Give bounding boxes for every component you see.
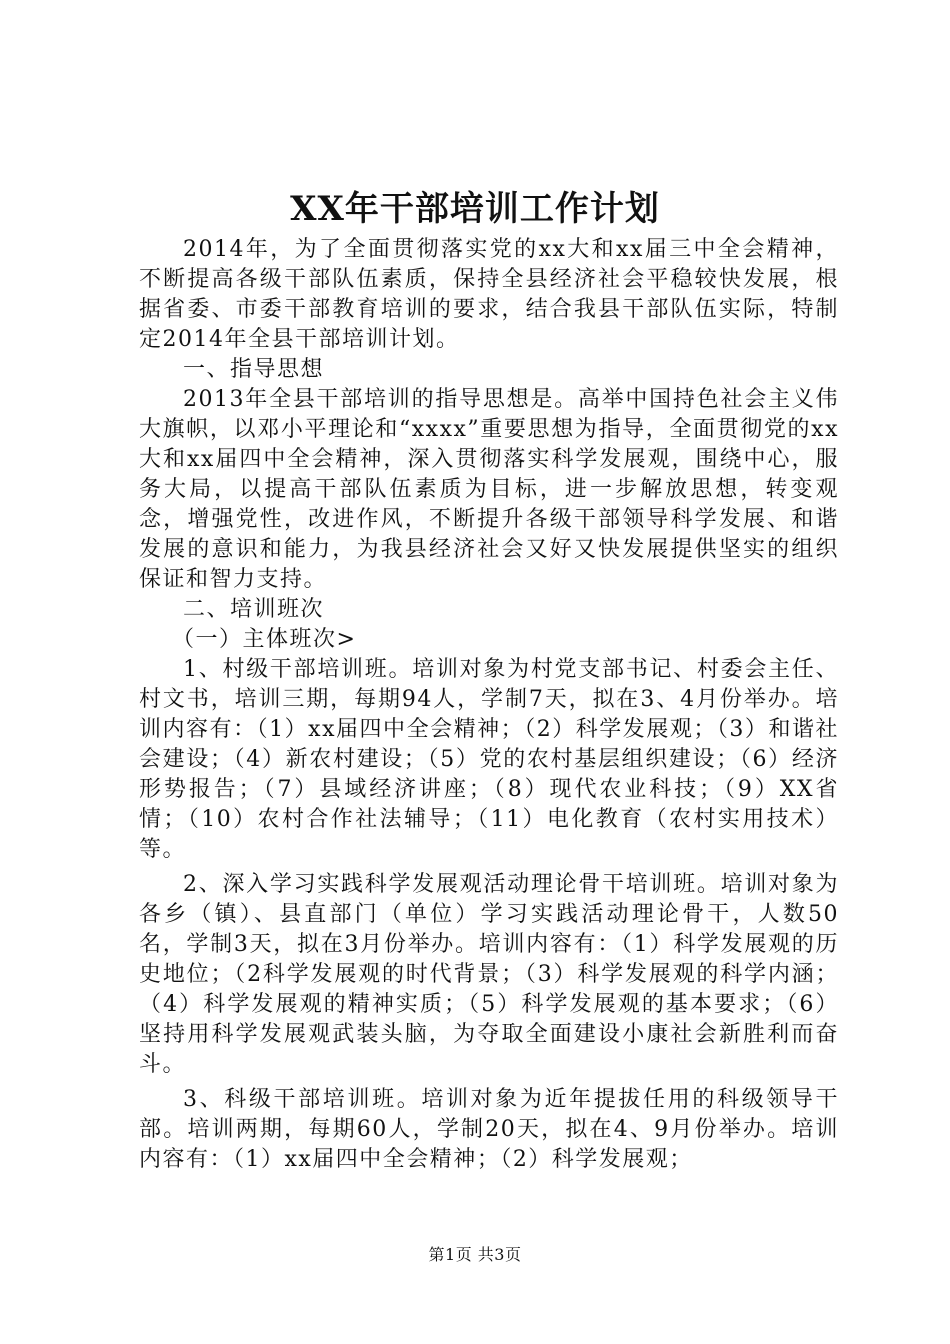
section-heading-guiding: 一、指导思想 xyxy=(183,357,325,382)
page-footer: 第1页 共3页 xyxy=(428,1245,522,1264)
subheading-main-classes: （一）主体班次> xyxy=(172,627,357,652)
document-body xyxy=(139,235,839,1175)
item-theory-backbone-class: 2、深入学习实践科学发展观活动理论骨干培训班。培训对象为各乡（镇）、县直部门（单位）学习实践活动理论骨干，人数50名，学制3天，拟在3月份举办。培训内容有：（1）科学发展观的历史地位；（2科学发展观的时代背景；（3）科学发展观的科学内涵；（4）科学发展观的精神实质；（5）科学发展观的基本要求；（6）坚持用科学发展观武装头脑，为夺取全面建设小康社会新胜利而奋斗。 xyxy=(139,872,839,1077)
intro-paragraph: 2014年，为了全面贯彻落实党的xx大和xx届三中全会精神，不断提高各级干部队伍素质，保持全县经济社会平稳较快发展，根据省委、市委干部教育培训的要求，结合我县干部队伍实际，特制定2014年全县干部培训计划。 xyxy=(139,237,839,352)
item-village-cadre-class: 1、村级干部培训班。培训对象为村党支部书记、村委会主任、村文书，培训三期，每期94人，学制7天，拟在3、4月份举办。培训内容有：（1）xx届四中全会精神；（2）科学发展观；（3）和谐社会建设；（4）新农村建设；（5）党的农村基层组织建设；（6）经济形势报告；（7）县域经济讲座；（8）现代农业科技；（9）XX省情；（10）农村合作社法辅导；（11）电化教育（农村实用技术）等。 xyxy=(139,657,839,862)
document-title: XX年干部培训工作计划 xyxy=(290,189,660,229)
guiding-paragraph: 2013年全县干部培训的指导思想是。高举中国持色社会主义伟大旗帜，以邓小平理论和“xxxx”重要思想为指导，全面贯彻党的xx大和xx届四中全会精神，深入贯彻落实科学发展观，围绕中心，服务大局，以提高干部队伍素质为目标，进一步解放思想，转变观念，增强党性，改进作风，不断提升各级干部领导科学发展、和谐发展的意识和能力，为我县经济社会又好又快发展提供坚实的组织保证和智力支持。 xyxy=(139,387,839,592)
section-heading-classes: 二、培训班次 xyxy=(183,597,325,622)
item-section-cadre-class: 3、科级干部培训班。培训对象为近年提拔任用的科级领导干部。培训两期，每期60人，学制20天，拟在4、9月份举办。培训内容有：（1）xx届四中全会精神；（2）科学发展观； xyxy=(139,1087,839,1172)
